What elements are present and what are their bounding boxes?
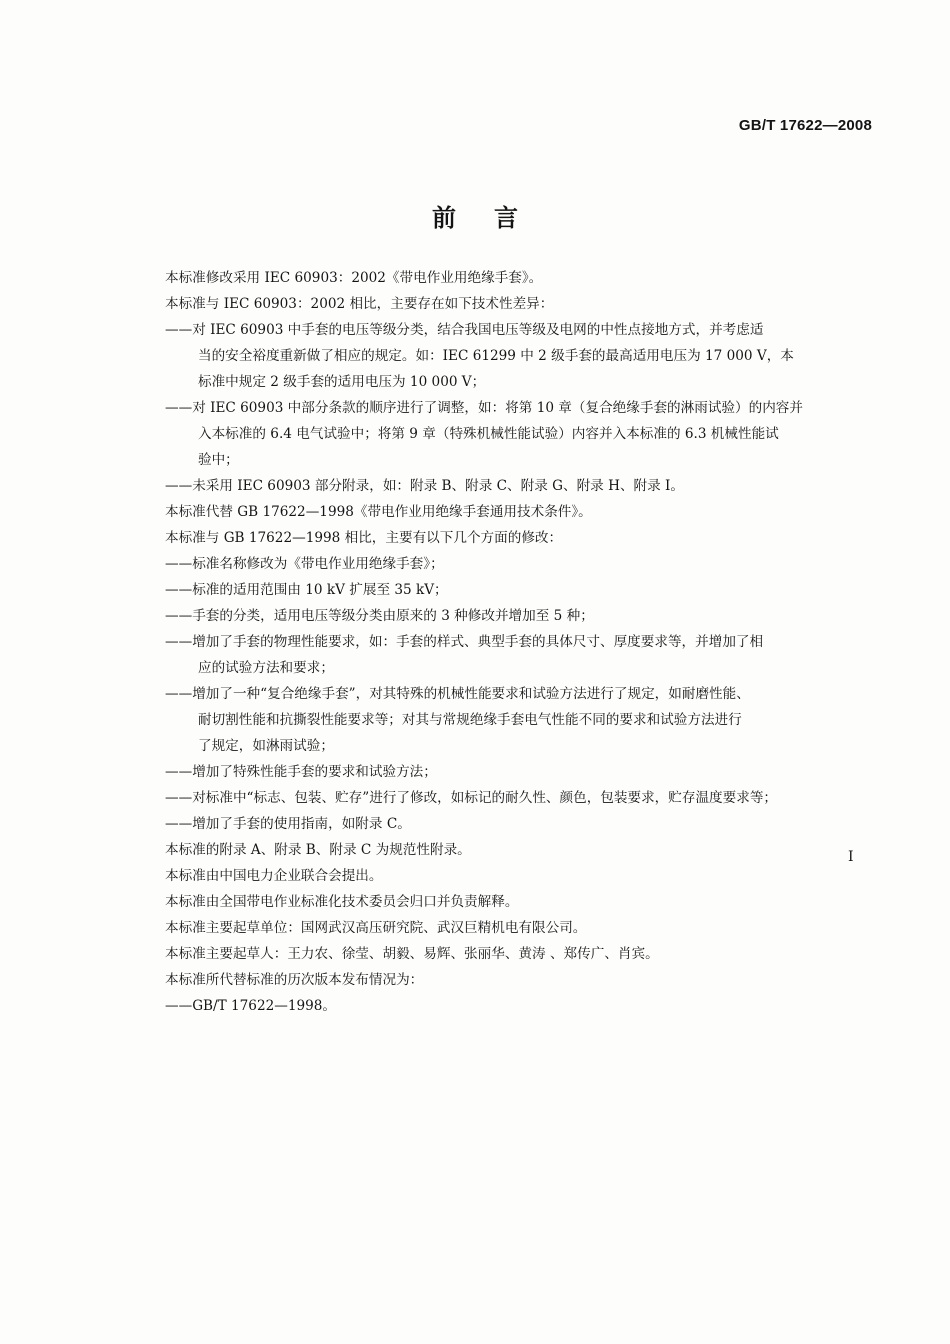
text-line: 了规定，如淋雨试验； [198, 738, 334, 754]
text-line: 标准中规定 2 级手套的适用电压为 10 000 V； [198, 374, 486, 390]
text-line: 本标准与 GB 17622—1998 相比，主要有以下几个方面的修改： [165, 530, 563, 546]
text-line: ——对标准中“标志、包装、贮存”进行了修改，如标记的耐久性、颜色，包装要求，贮存温度要求等； [165, 790, 778, 806]
text-line: ——增加了特殊性能手套的要求和试验方法； [165, 764, 437, 780]
text-line: ——手套的分类，适用电压等级分类由原来的 3 种修改并增加至 5 种； [165, 608, 594, 624]
text-line: 本标准主要起草人：王力农、徐莹、胡毅、易辉、张丽华、黄涛 、郑传广、肖宾。 [165, 946, 659, 962]
text-line: 应的试验方法和要求； [198, 660, 334, 676]
text-line: 本标准由全国带电作业标准化技术委员会归口并负责解释。 [165, 894, 519, 910]
standard-code: GB/T 17622—2008 [738, 117, 872, 134]
text-line: ——标准的适用范围由 10 kV 扩展至 35 kV； [165, 582, 448, 598]
text-line: ——增加了手套的物理性能要求，如：手套的样式、典型手套的具体尺寸、厚度要求等，并增加了相 [165, 634, 764, 650]
text-line: ——未采用 IEC 60903 部分附录，如：附录 B、附录 C、附录 G、附录 H、附录 I。 [165, 478, 685, 494]
text-line: 本标准修改采用 IEC 60903：2002《带电作业用绝缘手套》。 [165, 270, 543, 286]
text-line: ——对 IEC 60903 中手套的电压等级分类，结合我国电压等级及电网的中性点接地方式，并考虑适 [165, 322, 764, 338]
text-line: 入本标准的 6.4 电气试验中；将第 9 章（特殊机械性能试验）内容并入本标准的 6.3 机械性能试 [198, 426, 779, 442]
text-line: 当的安全裕度重新做了相应的规定。如：IEC 61299 中 2 级手套的最高适用电压为 17 000 V，本 [198, 348, 794, 364]
page-title: 前言 [432, 204, 556, 232]
text-line: 本标准与 IEC 60903：2002 相比，主要存在如下技术性差异： [165, 296, 554, 312]
text-line: 验中； [198, 452, 239, 468]
text-line: 本标准由中国电力企业联合会提出。 [165, 868, 383, 884]
text-line: 本标准代替 GB 17622—1998《带电作业用绝缘手套通用技术条件》。 [165, 504, 592, 520]
page-number: I [848, 849, 854, 865]
text-line: 耐切割性能和抗撕裂性能要求等；对其与常规绝缘手套电气性能不同的要求和试验方法进行 [198, 712, 742, 728]
text-line: ——增加了一种“复合绝缘手套”，对其特殊的机械性能要求和试验方法进行了规定，如耐磨性能、 [165, 686, 750, 702]
text-line: ——对 IEC 60903 中部分条款的顺序进行了调整，如：将第 10 章（复合绝缘手套的淋雨试验）的内容并 [165, 400, 803, 416]
text-line: ——增加了手套的使用指南，如附录 C。 [165, 816, 411, 832]
text-line: ——GB/T 17622—1998。 [165, 998, 337, 1014]
text-line: 本标准主要起草单位：国网武汉高压研究院、武汉巨精机电有限公司。 [165, 920, 587, 936]
text-line: 本标准所代替标准的历次版本发布情况为： [165, 972, 424, 988]
text-line: 本标准的附录 A、附录 B、附录 C 为规范性附录。 [165, 842, 471, 858]
text-line: ——标准名称修改为《带电作业用绝缘手套》； [165, 556, 444, 572]
